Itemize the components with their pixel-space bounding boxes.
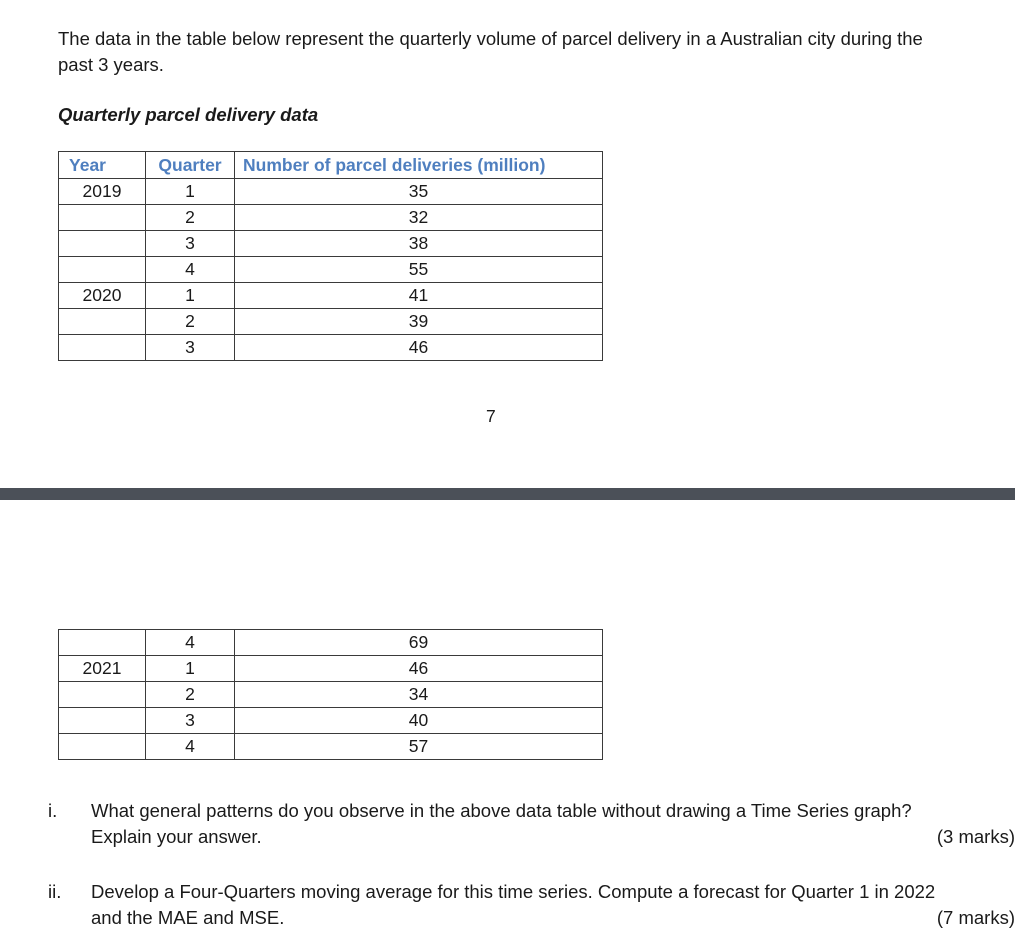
page-break-divider <box>0 488 1015 500</box>
cell-deliveries: 39 <box>235 309 603 335</box>
table-row <box>59 335 603 361</box>
cell-year <box>59 708 146 734</box>
cell-quarter: 1 <box>146 656 235 682</box>
table-header-row <box>59 152 603 179</box>
cell-deliveries: 32 <box>235 205 603 231</box>
parcel-data-table-page1 <box>58 151 603 361</box>
header-quarter: Quarter <box>146 152 235 179</box>
cell-deliveries: 57 <box>235 734 603 760</box>
cell-year <box>59 205 146 231</box>
cell-year <box>59 257 146 283</box>
cell-deliveries: 40 <box>235 708 603 734</box>
cell-quarter: 4 <box>146 734 235 760</box>
question-text: What general patterns do you observe in the above data table without drawing a Time Series graph? Explain your answer. <box>91 800 912 847</box>
cell-deliveries: 69 <box>235 630 603 656</box>
cell-deliveries: 34 <box>235 682 603 708</box>
header-deliveries: Number of parcel deliveries (million) <box>235 152 603 179</box>
cell-quarter: 2 <box>146 205 235 231</box>
cell-deliveries: 35 <box>235 179 603 205</box>
table-row <box>59 257 603 283</box>
page-number: 7 <box>486 406 496 426</box>
question-marks: (3 marks) <box>936 826 1015 847</box>
table-row <box>59 283 603 309</box>
cell-year <box>59 335 146 361</box>
cell-deliveries: 46 <box>235 335 603 361</box>
table-row <box>59 682 603 708</box>
cell-year: 2019 <box>59 179 146 205</box>
cell-deliveries: 38 <box>235 231 603 257</box>
cell-year <box>59 682 146 708</box>
header-year: Year <box>59 152 146 179</box>
cell-year <box>59 630 146 656</box>
question-marks: (7 marks) <box>936 907 1015 928</box>
table-row <box>59 734 603 760</box>
table-row <box>59 630 603 656</box>
cell-year <box>59 309 146 335</box>
question-text: Develop a Four-Quarters moving average for this time series. Compute a forecast for Quarter 1 in 2022 and the MAE and MSE. <box>91 881 936 928</box>
question-number: i. <box>48 800 58 821</box>
cell-year <box>59 231 146 257</box>
cell-deliveries: 41 <box>235 283 603 309</box>
question-1 <box>0 798 1015 850</box>
intro-paragraph: The data in the table below represent the quarterly volume of parcel delivery in a Australian city during the past 3 years. <box>58 28 923 75</box>
table-row <box>59 708 603 734</box>
parcel-data-table-page2 <box>58 629 603 760</box>
cell-deliveries: 46 <box>235 656 603 682</box>
cell-quarter: 2 <box>146 682 235 708</box>
cell-quarter: 1 <box>146 283 235 309</box>
table-row <box>59 309 603 335</box>
cell-year: 2021 <box>59 656 146 682</box>
table-row <box>59 231 603 257</box>
cell-quarter: 2 <box>146 309 235 335</box>
cell-quarter: 1 <box>146 179 235 205</box>
table-row <box>59 179 603 205</box>
table-row <box>59 656 603 682</box>
cell-quarter: 3 <box>146 231 235 257</box>
cell-year <box>59 734 146 760</box>
cell-quarter: 4 <box>146 630 235 656</box>
cell-year: 2020 <box>59 283 146 309</box>
cell-deliveries: 55 <box>235 257 603 283</box>
cell-quarter: 4 <box>146 257 235 283</box>
question-number: ii. <box>48 881 62 902</box>
table-row <box>59 205 603 231</box>
table-caption: Quarterly parcel delivery data <box>58 104 319 125</box>
cell-quarter: 3 <box>146 708 235 734</box>
question-2 <box>0 879 1015 931</box>
cell-quarter: 3 <box>146 335 235 361</box>
